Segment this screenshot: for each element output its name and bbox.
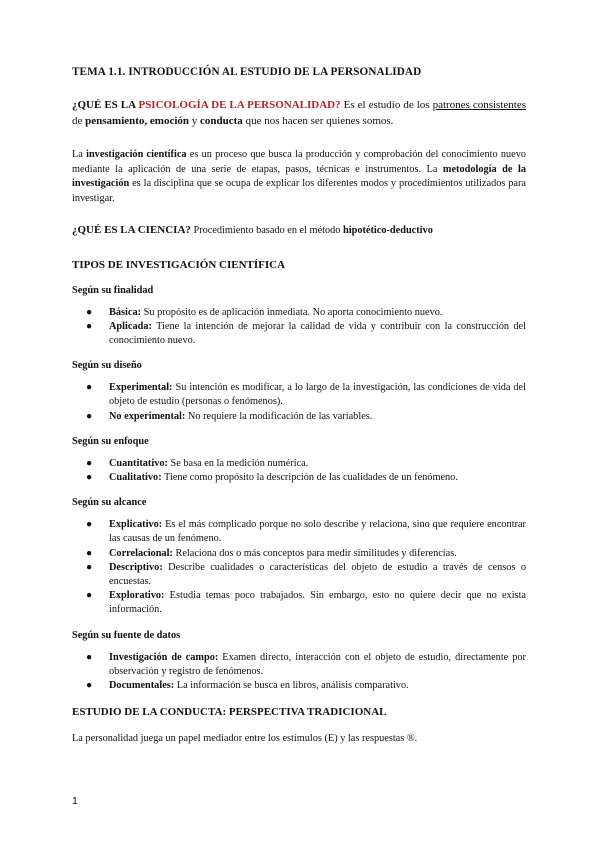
bullet-icon: ● (86, 306, 93, 318)
bold-term: metodología de la investigación (72, 163, 526, 189)
text-run: Procedimiento basado en el método (190, 225, 344, 236)
bullet-icon: ● (86, 410, 93, 422)
bullet-icon: ● (86, 561, 93, 573)
bullet-icon: ● (86, 471, 93, 483)
item-term: No experimental: (109, 410, 186, 422)
bullet-icon: ● (86, 519, 93, 531)
bullet-list (72, 651, 526, 694)
item-text: Estudia temas poco trabajados. Sin embargo, esto no quiere decir que no exista información. (109, 590, 526, 616)
list-item (72, 547, 526, 561)
text-run: La (72, 149, 87, 160)
text-run: y (189, 114, 201, 127)
bullet-list (72, 457, 526, 485)
list-item (72, 320, 526, 348)
list-item (72, 471, 526, 485)
item-term: Explorativo: (109, 590, 165, 602)
item-term: Descriptivo: (109, 561, 163, 573)
list-item (72, 306, 526, 320)
text-run: es la disciplina que se ocupa de explicar los diferentes modos y procedimientos utilizados para investigar. (72, 178, 526, 204)
section-heading-tipos: TIPOS DE INVESTIGACIÓN CIENTÍFICA (72, 258, 286, 271)
personality-definition (72, 98, 526, 129)
item-term: Básica: (109, 306, 142, 318)
item-term: Documentales: (109, 679, 175, 691)
question-lead: ¿QUÉ ES LA (72, 99, 139, 111)
science-definition (72, 223, 526, 239)
bullet-icon: ● (86, 457, 93, 469)
question-term: PSICOLOGÍA DE LA PERSONALIDAD? (138, 99, 341, 111)
question-lead: ¿QUÉ ES LA CIENCIA? (72, 224, 191, 236)
text-run: de (72, 114, 86, 127)
list-item (72, 518, 526, 546)
bullet-list (72, 381, 526, 424)
subsection-title: Según su enfoque (72, 435, 149, 447)
item-text: Es el más complicado porque no solo describe y relaciona, sino que requiere encontrar las causas de un fenómeno. (109, 519, 526, 545)
item-text: Tiene la intención de mejorar la calidad de vida y contribuir con la construcción del conocimiento nuevo. (109, 320, 526, 346)
item-text: Tiene como propósito la descripción de las cualidades de un fenómeno. (161, 471, 458, 483)
bullet-list (72, 306, 526, 349)
item-term: Cuantitativo: (109, 457, 168, 469)
text-run: que nos hacen ser quienes somos. (242, 114, 394, 127)
bold-term: hipotético-deductivo (343, 225, 433, 236)
item-term: Explicativo: (109, 519, 163, 531)
bold-term: pensamiento, emoción (85, 114, 190, 127)
item-text: Su propósito es de aplicación inmediata. No aporta conocimiento nuevo. (141, 306, 443, 318)
list-item (72, 381, 526, 409)
document-content (72, 66, 526, 747)
bold-term: conducta (200, 114, 243, 127)
page-number: 1 (72, 795, 78, 807)
underlined-term: patrones consistentes (432, 99, 526, 111)
item-term: Experimental: (109, 382, 173, 394)
item-text: Su intención es modificar, a lo largo de la investigación, las condiciones de vida del objeto de estudio (personas o fenómenos). (109, 382, 526, 408)
item-text: No requiere la modificación de las variables. (185, 410, 373, 422)
conducta-paragraph: La personalidad juega un papel mediador entre los estímulos (E) y las respuestas ®. (72, 733, 418, 745)
bullet-icon: ● (86, 651, 93, 663)
item-term: Correlacional: (109, 547, 173, 559)
list-item (72, 410, 526, 424)
subsection-title: Según su alcance (72, 497, 147, 509)
list-item (72, 679, 526, 693)
list-item (72, 651, 526, 679)
bullet-icon: ● (86, 679, 93, 691)
list-item (72, 561, 526, 589)
subsection-title: Según su diseño (72, 360, 142, 372)
research-types-list (72, 285, 526, 694)
bullet-icon: ● (86, 590, 93, 602)
item-text: Relaciona dos o más conceptos para medir similitudes y diferencias. (172, 547, 457, 559)
text-run: es un proceso que busca la producción y comprobación del conocimiento nuevo mediante la aplicación de una serie de etapas, pasos, técnicas e instrumentos. La (72, 149, 527, 175)
bold-term: investigación científica (86, 149, 187, 160)
item-term: Cualitativo: (109, 471, 162, 483)
subsection-title: Según su fuente de datos (72, 629, 181, 641)
scientific-research-paragraph (72, 148, 526, 206)
item-text: Examen directo, interacción con el objeto de estudio, directamente por observación y registro de fenómenos. (109, 651, 526, 677)
item-term: Aplicada: (109, 320, 152, 332)
bullet-icon: ● (86, 547, 93, 559)
page-title: TEMA 1.1. INTRODUCCIÓN AL ESTUDIO DE LA PERSONALIDAD (72, 66, 422, 78)
section-heading-conducta: ESTUDIO DE LA CONDUCTA: PERSPECTIVA TRADICIONAL (72, 706, 387, 719)
bullet-list (72, 518, 526, 617)
item-text: La información se busca en libros, análisis comparativo. (174, 679, 409, 691)
list-item (72, 589, 526, 617)
bullet-icon: ● (86, 382, 93, 394)
item-term: Investigación de campo: (109, 651, 219, 663)
item-text: Describe cualidades o características del objeto de estudio a través de censos o encuestas. (109, 561, 526, 587)
bullet-icon: ● (86, 320, 93, 332)
text-run: Es el estudio de los (340, 99, 433, 111)
list-item (72, 457, 526, 471)
subsection-title: Según su finalidad (72, 284, 154, 296)
item-text: Se basa en la medición numérica. (167, 457, 309, 469)
